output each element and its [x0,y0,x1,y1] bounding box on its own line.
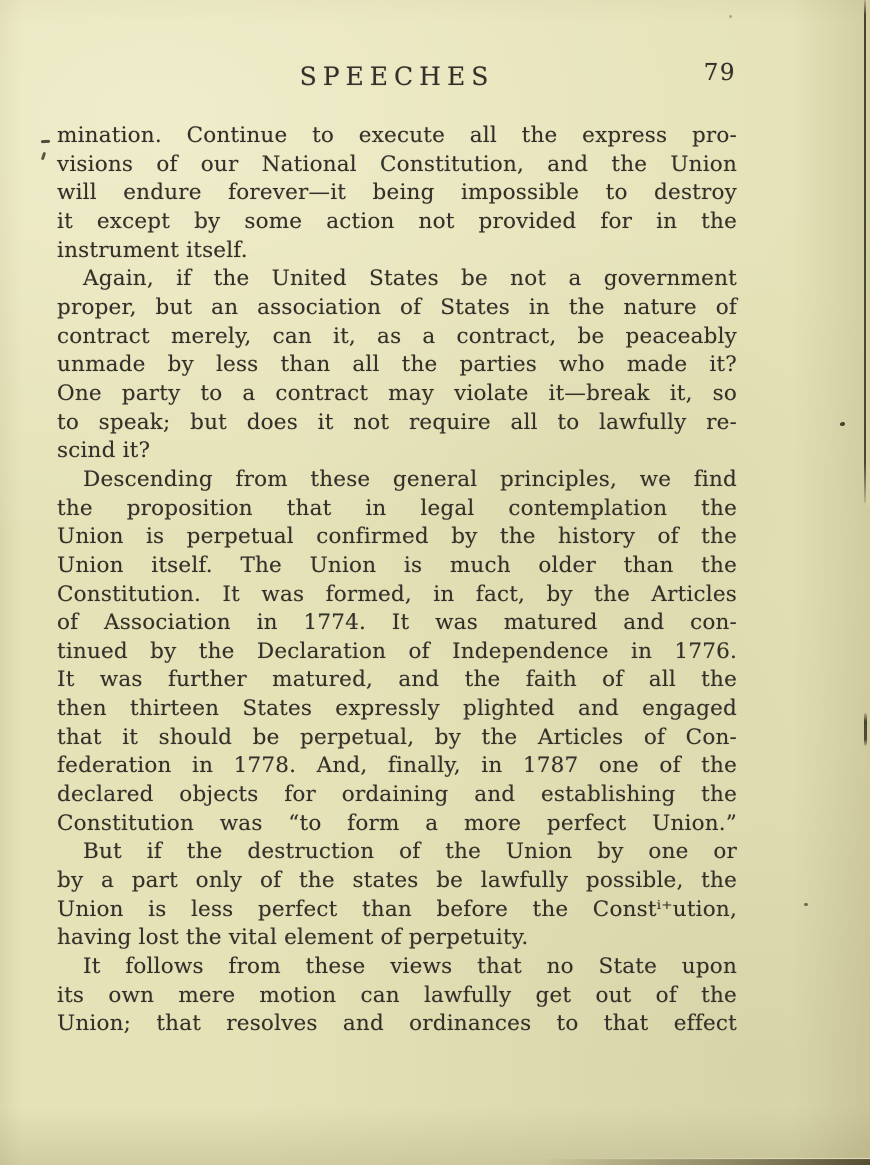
text-line: Constitution. It was formed, in fact, by the Articles [57,581,737,607]
text-line: it except by some action not provided for in the [57,208,737,234]
text-line: then thirteen States expressly plighted and engaged [57,696,737,722]
text-line: It was further matured, and the faith of all the [57,667,737,693]
paragraph [57,838,737,953]
paragraph [57,953,737,1039]
text-line: contract merely, can it, as a contract, be peaceably [57,323,737,349]
text-line: tinued by the Declaration of Independence in 1776. [57,638,737,664]
ink-speck [804,903,808,906]
paragraph [57,265,737,466]
text-line: Union is perpetual confirmed by the history of the [57,524,737,550]
text-line: instrument itself. [57,237,248,263]
page-title: SPEECHES [299,62,495,91]
text-line: having lost the vital element of perpetuity. [57,925,529,951]
text-line: its own mere motion can lawfully get out of the [57,982,737,1008]
ink-speck [729,15,732,18]
text-line: One party to a contract may violate it—break it, so [57,380,737,406]
text-line: Union itself. The Union is much older than the [57,552,737,578]
text-line: mination. Continue to execute all the express pro- [57,123,737,148]
text-line: Union; that resolves and ordinances to that effect [57,1011,737,1037]
page-number: 79 [703,60,736,86]
text-line: the proposition that in legal contemplation the [57,495,737,521]
text-line: federation in 1778. And, finally, in 1787 one of the [57,753,737,779]
page-edge-line-upper [864,0,867,503]
print-artifact-caret [41,152,46,160]
paragraph [57,466,737,839]
text-line: to speak; but does it not require all to lawfully re- [57,409,737,435]
page-curl-shadow [540,1159,870,1165]
text-line: But if the destruction of the Union by one or [83,839,737,865]
text-line: declared objects for ordaining and establishing the [57,782,737,808]
text-line: Again, if the United States be not a government [83,266,737,292]
text-line: that it should be perpetual, by the Articles of Con- [57,724,737,750]
paragraph [57,122,737,265]
print-artifact-dash [41,140,50,143]
text-line: Union is less perfect than before the Constⁱ⁺ution, [57,896,737,922]
text-line: It follows from these views that no State upon [83,954,737,980]
text-line: Constitution was “to form a more perfect Union.” [57,810,737,836]
text-line: by a part only of the states be lawfully possible, the [57,868,737,894]
text-line: unmade by less than all the parties who made it? [57,352,737,378]
text-line: of Association in 1774. It was matured and con- [57,610,737,636]
text-line: proper, but an association of States in the nature of [57,294,737,320]
page-body [57,122,737,1039]
page-edge-strip [866,0,870,506]
ink-speck [840,422,845,426]
running-head [57,61,737,93]
text-line: visions of our National Constitution, and the Union [57,151,737,177]
text-line: will endure forever—it being impossible to destroy [57,180,737,206]
text-line: Descending from these general principles, we find [83,466,737,492]
page-edge-line-lower [864,713,867,746]
text-line: scind it? [57,438,151,464]
